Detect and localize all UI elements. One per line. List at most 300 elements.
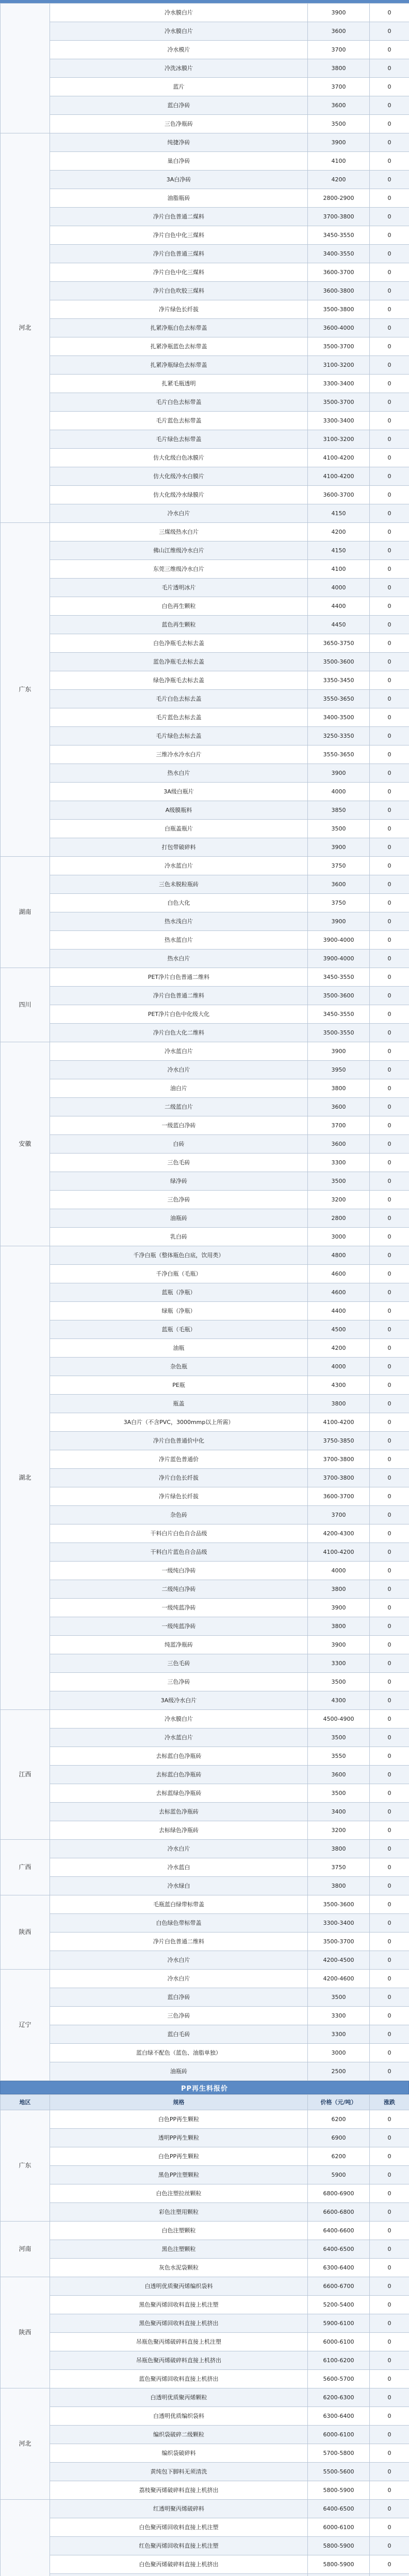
price-cell: 4150 [308, 504, 370, 523]
spec-cell: 净片白色普通二维料 [50, 1933, 308, 1951]
change-cell: 0 [370, 2370, 409, 2388]
price-cell: 4600 [308, 1265, 370, 1283]
price-cell: 3300-3400 [308, 375, 370, 393]
spec-cell: 一级纯蓝净砖 [50, 1617, 308, 1636]
price-cell: 3500-3550 [308, 1024, 370, 1042]
change-cell: 0 [370, 504, 409, 523]
price-cell: 3450-3550 [308, 1005, 370, 1024]
region-cell [1, 2500, 50, 2576]
price-cell: 4200-4600 [308, 1970, 370, 1988]
price-cell: 3400-3500 [308, 708, 370, 727]
spec-cell: 蓝白毛砖 [50, 2025, 308, 2044]
change-cell: 0 [370, 1858, 409, 1877]
price-cell: 2800-2900 [308, 189, 370, 208]
spec-cell: 乳白砖 [50, 1228, 308, 1246]
price-cell: 3500 [308, 1673, 370, 1691]
change-cell: 0 [370, 1135, 409, 1154]
price-cell: 3400-3550 [308, 245, 370, 263]
change-cell: 0 [370, 560, 409, 579]
price-cell: 4100-4200 [308, 467, 370, 486]
price-cell: 3800 [308, 1079, 370, 1098]
spec-cell: 吊瓶色聚丙烯破碎料直接上机注塑 [50, 2333, 308, 2351]
spec-cell: 油白片 [50, 1079, 308, 1098]
change-cell: 0 [370, 2277, 409, 2296]
change-cell: 0 [370, 1970, 409, 1988]
change-cell: 0 [370, 1358, 409, 1376]
spec-cell: 毛片蓝色去标带盖 [50, 412, 308, 430]
spec-cell: 黑色PP注塑颗粒 [50, 2166, 308, 2184]
price-cell: 3750 [308, 857, 370, 875]
change-cell: 0 [370, 208, 409, 226]
price-cell: 4100 [308, 152, 370, 171]
spec-cell: 千净白瓶（整体瓶色白底，饮用类） [50, 1246, 308, 1265]
spec-cell: 绿色净瓶毛去标去盖 [50, 671, 308, 690]
price-cell: 4100-4200 [308, 449, 370, 467]
change-cell: 0 [370, 838, 409, 857]
price-cell: 4100-4200 [308, 1413, 370, 1432]
spec-cell: 净片白色普通三煤料 [50, 245, 308, 263]
price-cell: 3300 [308, 1654, 370, 1673]
change-cell: 0 [370, 1395, 409, 1413]
change-cell: 0 [370, 393, 409, 412]
price-cell: 3250-3350 [308, 727, 370, 745]
change-cell: 0 [370, 745, 409, 764]
change-cell: 0 [370, 1320, 409, 1339]
price-cell: 3200 [308, 1191, 370, 1209]
change-cell: 0 [370, 1636, 409, 1654]
region-cell: 广东 [1, 523, 50, 857]
spec-cell: 三煤级热水白片 [50, 523, 308, 541]
section-title-banner: PP再生料报价 [0, 2081, 409, 2094]
change-cell: 0 [370, 1246, 409, 1265]
price-cell: 3500-3600 [308, 1895, 370, 1914]
header-change: 涨跌 [370, 2095, 409, 2110]
change-cell: 0 [370, 1895, 409, 1914]
change-cell: 0 [370, 2184, 409, 2203]
change-cell: 0 [370, 857, 409, 875]
change-cell: 0 [370, 2222, 409, 2240]
header-region: 地区 [1, 2095, 50, 2110]
spec-cell: 编织袋破碎料 [50, 2444, 308, 2463]
price-cell: 6200 [308, 2147, 370, 2166]
price-cell: 6400-6600 [308, 2222, 370, 2240]
change-cell: 0 [370, 486, 409, 504]
price-cell: 6600-6700 [308, 2277, 370, 2296]
spec-cell: 一级纯白净砖 [50, 1562, 308, 1580]
change-cell: 0 [370, 1506, 409, 1524]
price-cell: 3600 [308, 1098, 370, 1116]
spec-cell: 毛片蓝色去标去盖 [50, 708, 308, 727]
price-cell: 3700 [308, 41, 370, 59]
change-cell: 0 [370, 1339, 409, 1358]
change-cell: 0 [370, 671, 409, 690]
change-cell: 0 [370, 1524, 409, 1543]
spec-cell: 绿净砖 [50, 1172, 308, 1191]
price-cell: 3850 [308, 801, 370, 820]
spec-cell: 三色净砖 [50, 1191, 308, 1209]
price-cell: 4200-4300 [308, 1524, 370, 1543]
region-cell: 陕西 [1, 1895, 50, 1970]
price-cell: 3550-3650 [308, 690, 370, 708]
price-cell: 3900 [308, 1042, 370, 1061]
spec-cell: 热水白片 [50, 764, 308, 783]
change-cell: 0 [370, 616, 409, 634]
change-cell: 0 [370, 2166, 409, 2184]
price-cell: 3800 [308, 1617, 370, 1636]
price-cell: 3650-3750 [308, 634, 370, 653]
change-cell: 0 [370, 2314, 409, 2333]
price-cell: 3900 [308, 838, 370, 857]
price-cell: 6300-6400 [308, 2259, 370, 2277]
change-cell: 0 [370, 245, 409, 263]
change-cell: 0 [370, 875, 409, 894]
spec-cell: 白色PP再生颗粒 [50, 2147, 308, 2166]
spec-cell: 纯捷净砖 [50, 133, 308, 152]
spec-cell: 干料白片蓝色自合品级 [50, 1543, 308, 1562]
change-cell: 0 [370, 115, 409, 133]
spec-cell: 三色净瓶砖 [50, 115, 308, 133]
change-cell: 0 [370, 1172, 409, 1191]
spec-cell: 蓝白净砖 [50, 96, 308, 115]
price-cell: 6800-6900 [308, 2184, 370, 2203]
change-cell: 0 [370, 2007, 409, 2025]
price-cell: 3600-3700 [308, 1487, 370, 1506]
spec-cell: 热水浅白片 [50, 912, 308, 931]
change-cell: 0 [370, 41, 409, 59]
region-cell: 广东 [1, 2110, 50, 2222]
price-cell: 3900 [308, 912, 370, 931]
change-cell: 0 [370, 2407, 409, 2426]
change-cell: 0 [370, 2351, 409, 2370]
price-cell: 3800 [308, 1840, 370, 1858]
price-cell: 4000 [308, 1358, 370, 1376]
spec-cell: 黑色聚丙烯回收料直接上机注塑 [50, 2296, 308, 2314]
spec-cell: 巢白净砖 [50, 152, 308, 171]
price-cell: 3200 [308, 1821, 370, 1840]
price-cell: 2500 [308, 2062, 370, 2081]
spec-cell: 冷水膜白片 [50, 4, 308, 22]
spec-cell: 热水蓝白片 [50, 931, 308, 950]
change-cell: 0 [370, 2062, 409, 2081]
change-cell: 0 [370, 1877, 409, 1895]
spec-cell: 毛片白色去标带盖 [50, 393, 308, 412]
spec-cell: 毛瓶蓝白绿带标带盖 [50, 1895, 308, 1914]
change-cell: 0 [370, 1562, 409, 1580]
spec-cell: 扎紧净瓶蓝色去标带盖 [50, 337, 308, 356]
change-cell: 0 [370, 171, 409, 189]
spec-cell: 蓝色再生颗粒 [50, 616, 308, 634]
spec-cell: 冷洗冰膜片 [50, 59, 308, 78]
price-cell: 3900-4000 [308, 931, 370, 950]
spec-cell: 净片白色普通二维料 [50, 987, 308, 1005]
price-cell: 3900 [308, 1599, 370, 1617]
price-cell: 4200 [308, 171, 370, 189]
price-cell: 3100-3200 [308, 356, 370, 375]
change-cell: 0 [370, 1803, 409, 1821]
spec-cell [50, 2574, 308, 2576]
price-cell: 3300-3400 [308, 412, 370, 430]
spec-cell: 白透明优质编织袋料 [50, 2407, 308, 2426]
pet-price-table [0, 3, 409, 2081]
change-cell: 0 [370, 78, 409, 96]
change-cell: 0 [370, 1061, 409, 1079]
change-cell: 0 [370, 1691, 409, 1710]
change-cell: 0 [370, 2147, 409, 2166]
spec-cell: 净片白色长纤拔 [50, 1469, 308, 1487]
region-cell: 湖北 [1, 1246, 50, 1710]
price-cell: 6200 [308, 2110, 370, 2129]
spec-cell: 三色毛砖 [50, 1154, 308, 1172]
price-cell: 3100-3200 [308, 430, 370, 449]
spec-cell: 3A级冷水白片 [50, 1691, 308, 1710]
price-cell: 3950 [308, 1061, 370, 1079]
change-cell: 0 [370, 1079, 409, 1098]
spec-cell: 冷水模片 [50, 41, 308, 59]
change-cell: 0 [370, 263, 409, 282]
change-cell: 0 [370, 300, 409, 319]
change-cell: 0 [370, 1599, 409, 1617]
spec-cell: 蓝瓶（净瓶） [50, 1283, 308, 1302]
spec-cell: 蓝色聚丙烯回收料直接上机挤出 [50, 2370, 308, 2388]
region-cell: 四川 [1, 968, 50, 1042]
price-cell: 5800-5900 [308, 2537, 370, 2555]
spec-cell: 三色毛砖 [50, 1654, 308, 1673]
change-cell: 0 [370, 708, 409, 727]
change-cell: 0 [370, 931, 409, 950]
spec-cell: 冷水白片 [50, 1951, 308, 1970]
change-cell: 0 [370, 1673, 409, 1691]
price-cell: 3300-3400 [308, 1914, 370, 1933]
price-cell: 3750 [308, 1858, 370, 1877]
spec-cell: 杂色瓶 [50, 1358, 308, 1376]
change-cell: 0 [370, 2296, 409, 2314]
change-cell: 0 [370, 282, 409, 300]
spec-cell: 白瓶盖瓶片 [50, 820, 308, 838]
price-cell: 3800 [308, 59, 370, 78]
price-cell: 6200-6300 [308, 2388, 370, 2407]
change-cell: 0 [370, 2518, 409, 2537]
price-cell: 3500-3800 [308, 300, 370, 319]
price-cell: 3500 [308, 115, 370, 133]
change-cell: 0 [370, 1376, 409, 1395]
region-cell: 广西 [1, 1840, 50, 1895]
spec-cell: 仿大化级冷水白膜片 [50, 467, 308, 486]
spec-cell: 冷水蓝白片 [50, 857, 308, 875]
spec-cell: 一级蓝白净砖 [50, 1116, 308, 1135]
change-cell: 0 [370, 2333, 409, 2351]
price-cell: 3750-3850 [308, 1432, 370, 1450]
spec-cell: 去标蓝色净瓶砖 [50, 1803, 308, 1821]
change-cell: 0 [370, 1710, 409, 1728]
price-cell: 4100-4200 [308, 1543, 370, 1562]
spec-cell: 毛片绿色去标带盖 [50, 430, 308, 449]
change-cell: 0 [370, 1042, 409, 1061]
change-cell: 0 [370, 1098, 409, 1116]
spec-cell: 白色注塑拉丝颗粒 [50, 2184, 308, 2203]
spec-cell: 透明PP再生颗粒 [50, 2129, 308, 2147]
spec-cell: 打包带破碎料 [50, 838, 308, 857]
spec-cell: PE瓶 [50, 1376, 308, 1395]
price-cell: 3550-3650 [308, 745, 370, 764]
spec-cell: 仿大化级白色冰膜片 [50, 449, 308, 467]
price-cell: 6400-6500 [308, 2500, 370, 2518]
spec-cell: 净片绿色长纤拔 [50, 300, 308, 319]
price-cell: 5600-5700 [308, 2370, 370, 2388]
spec-cell: 冷水白片 [50, 504, 308, 523]
spec-cell: 东莞三维级冷水白片 [50, 560, 308, 579]
spec-cell: 黑色聚丙烯回收料直接上机挤出 [50, 2314, 308, 2333]
price-cell: 3450-3550 [308, 968, 370, 987]
price-cell: 3800 [308, 1580, 370, 1599]
spec-cell: 油瓶砖 [50, 1209, 308, 1228]
change-cell: 0 [370, 2129, 409, 2147]
spec-cell: 冷水白片 [50, 1970, 308, 1988]
spec-cell: 佛山江维级冷水白片 [50, 541, 308, 560]
change-cell: 0 [370, 1747, 409, 1766]
spec-cell: PET净片白色普通二维料 [50, 968, 308, 987]
change-cell: 0 [370, 1487, 409, 1506]
spec-cell: 净片蓝色普通价 [50, 1450, 308, 1469]
spec-cell: 蓝片 [50, 78, 308, 96]
price-cell: 3500 [308, 1988, 370, 2007]
header-name: 规格 [50, 2095, 308, 2110]
price-cell: 3550 [308, 1747, 370, 1766]
change-cell: 0 [370, 2555, 409, 2574]
change-cell: 0 [370, 1821, 409, 1840]
price-cell: 3700-3800 [308, 208, 370, 226]
price-cell: 4100 [308, 560, 370, 579]
spec-cell: 三色净砖 [50, 1673, 308, 1691]
change-cell: 0 [370, 579, 409, 597]
region-cell: 湖南 [1, 857, 50, 968]
spec-cell: 冷水蓝白 [50, 1858, 308, 1877]
spec-cell: 热水白片 [50, 950, 308, 968]
price-cell: 3750 [308, 894, 370, 912]
spec-cell: 3A白净砖 [50, 171, 308, 189]
spec-cell: 冷水蓝白片 [50, 1042, 308, 1061]
change-cell: 0 [370, 2426, 409, 2444]
price-cell: 3600 [308, 875, 370, 894]
price-cell: 5700-5800 [308, 2444, 370, 2463]
change-cell: 0 [370, 1116, 409, 1135]
change-cell: 0 [370, 96, 409, 115]
change-cell: 0 [370, 2463, 409, 2481]
spec-cell: 杂色砖 [50, 1506, 308, 1524]
change-cell: 0 [370, 1302, 409, 1320]
change-cell: 0 [370, 2240, 409, 2259]
change-cell: 0 [370, 1228, 409, 1246]
change-cell: 0 [370, 2259, 409, 2277]
change-cell: 0 [370, 1988, 409, 2007]
price-cell: 3500-3700 [308, 337, 370, 356]
spec-cell: 黑色注塑颗粒 [50, 2240, 308, 2259]
change-cell: 0 [370, 1766, 409, 1784]
spec-cell: 三色净砖 [50, 2007, 308, 2025]
price-cell: 3700 [308, 78, 370, 96]
spec-cell: 蓝色净瓶毛去标去盖 [50, 653, 308, 671]
price-cell: 3300 [308, 1154, 370, 1172]
spec-cell: 白色注塑颗粒 [50, 2222, 308, 2240]
price-cell: 4200 [308, 1339, 370, 1358]
change-cell: 0 [370, 1469, 409, 1487]
change-cell: 0 [370, 1580, 409, 1599]
change-cell: 0 [370, 22, 409, 41]
spec-cell: 干料白片白色自合品级 [50, 1524, 308, 1543]
price-cell: 3800 [308, 1877, 370, 1895]
price-cell: 3600-3800 [308, 282, 370, 300]
spec-cell: 吊瓶色聚丙烯破碎料直接上机挤出 [50, 2351, 308, 2370]
spec-cell: 仿大化级冷水绿膜片 [50, 486, 308, 504]
change-cell: 0 [370, 764, 409, 783]
price-cell: 5200-5400 [308, 2296, 370, 2314]
change-cell: 0 [370, 1209, 409, 1228]
spec-cell: 红色聚丙烯回收料直接上机注塑 [50, 2537, 308, 2555]
price-cell: 3500-3700 [308, 1933, 370, 1951]
spec-cell: 去标蓝白色净瓶砖 [50, 1766, 308, 1784]
price-cell: 6000-6100 [308, 2333, 370, 2351]
change-cell: 0 [370, 1154, 409, 1172]
change-cell: 0 [370, 337, 409, 356]
change-cell: 0 [370, 653, 409, 671]
spec-cell: 净片白色中化三煤料 [50, 226, 308, 245]
price-cell: 6900 [308, 2129, 370, 2147]
change-cell: 0 [370, 467, 409, 486]
spec-cell: 净片白色大化二维料 [50, 1024, 308, 1042]
spec-cell: 白色再生颗粒 [50, 597, 308, 616]
spec-cell: 去标绿色净瓶砖 [50, 1821, 308, 1840]
spec-cell: 冷水白片 [50, 1061, 308, 1079]
change-cell: 0 [370, 820, 409, 838]
change-cell: 0 [370, 597, 409, 616]
change-cell: 0 [370, 1005, 409, 1024]
price-cell: 5500-5600 [308, 2463, 370, 2481]
change-cell: 0 [370, 950, 409, 968]
spec-cell: 油瓶砖 [50, 2062, 308, 2081]
price-cell: 3000 [308, 2044, 370, 2062]
change-cell: 0 [370, 1933, 409, 1951]
change-cell: 0 [370, 1914, 409, 1933]
price-cell: 6100-6200 [308, 2351, 370, 2370]
price-cell: 3450-3550 [308, 226, 370, 245]
change-cell: 0 [370, 2203, 409, 2222]
region-cell: 江西 [1, 1710, 50, 1840]
price-cell: 6400-6500 [308, 2240, 370, 2259]
spec-cell: 毛片绿色去标去盖 [50, 727, 308, 745]
change-cell: 0 [370, 1617, 409, 1636]
price-cell: 4200 [308, 523, 370, 541]
change-cell: 0 [370, 2044, 409, 2062]
spec-cell: 冷水膜白片 [50, 1710, 308, 1728]
change-cell: 0 [370, 375, 409, 393]
change-cell: 0 [370, 59, 409, 78]
price-cell: 3700-3800 [308, 1450, 370, 1469]
change-cell: 0 [370, 412, 409, 430]
change-cell: 0 [370, 1728, 409, 1747]
spec-cell: 白色绿色带标带盖 [50, 1914, 308, 1933]
spec-cell: 绿瓶（净瓶） [50, 1302, 308, 1320]
price-cell: 4500 [308, 1320, 370, 1339]
price-cell: 3600 [308, 96, 370, 115]
change-cell: 0 [370, 430, 409, 449]
price-cell: 3900 [308, 133, 370, 152]
change-cell: 0 [370, 968, 409, 987]
pp-price-table [0, 2094, 409, 2576]
price-cell: 6000-6100 [308, 2426, 370, 2444]
change-cell: 0 [370, 2444, 409, 2463]
spec-cell: 毛片透明冰片 [50, 579, 308, 597]
price-cell: 3500 [308, 1728, 370, 1747]
spec-cell: 白砖 [50, 1135, 308, 1154]
